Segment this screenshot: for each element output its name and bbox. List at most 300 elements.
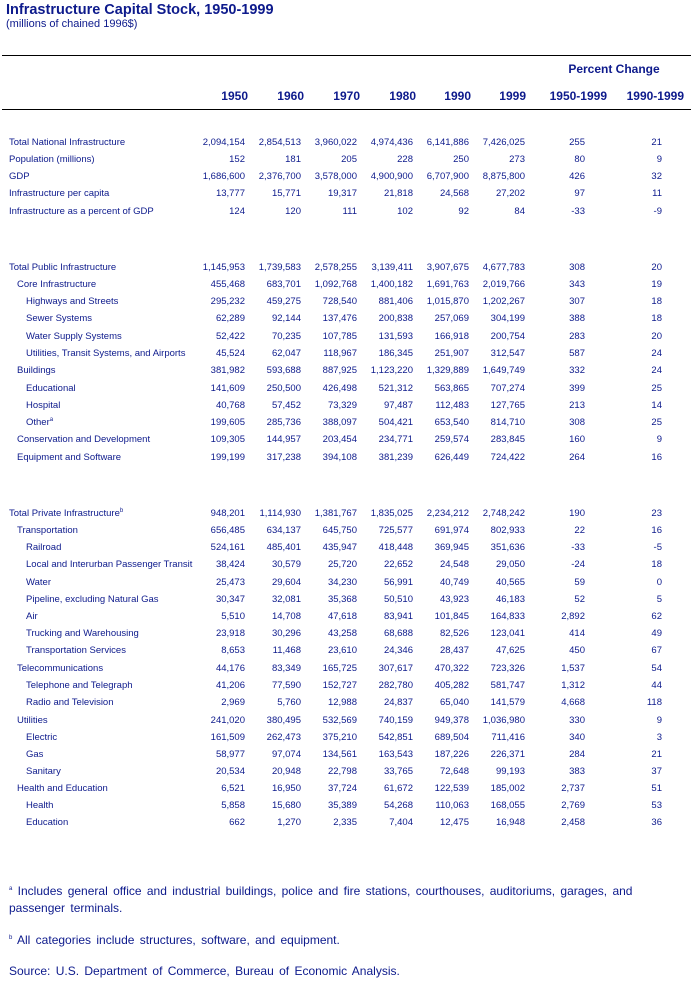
cell-pct-1950-1999: 587 [569, 348, 585, 359]
table-row [0, 542, 691, 559]
cell-pct-1950-1999: 340 [569, 732, 585, 743]
table-row [0, 611, 691, 628]
cell-1960: 459,275 [266, 296, 301, 307]
cell-pct-1950-1999: 190 [569, 508, 585, 519]
cell-1970: 37,724 [327, 783, 357, 794]
cell-1950: 2,094,154 [202, 137, 245, 148]
cell-1950: 1,145,953 [202, 262, 245, 273]
cell-1970: 111 [342, 206, 357, 217]
cell-1970: 137,476 [322, 313, 357, 324]
row-label-text: Telephone and Telegraph [26, 680, 133, 691]
cell-1990: 259,574 [434, 434, 469, 445]
column-header-1950-1999: 1950-1999 [549, 89, 607, 103]
cell-pct-1990-1999: 53 [651, 800, 662, 811]
cell-1999: 4,677,783 [482, 262, 525, 273]
cell-1999: 40,565 [495, 577, 525, 588]
cell-1970: 47,618 [327, 611, 357, 622]
cell-1970: 35,389 [327, 800, 357, 811]
cell-1980: 228 [397, 154, 413, 165]
cell-pct-1950-1999: 4,668 [561, 697, 585, 708]
cell-pct-1990-1999: 9 [656, 715, 662, 726]
cell-pct-1990-1999: 18 [651, 559, 662, 570]
cell-1990: 187,226 [434, 749, 469, 760]
cell-pct-1950-1999: 97 [574, 188, 585, 199]
cell-1970: 2,335 [333, 817, 357, 828]
cell-pct-1950-1999: 307 [569, 296, 585, 307]
column-header-1990-1999: 1990-1999 [626, 89, 684, 103]
cell-pct-1950-1999: 160 [569, 434, 585, 445]
cell-1960: 62,047 [271, 348, 301, 359]
cell-pct-1990-1999: 9 [656, 434, 662, 445]
row-label [17, 663, 103, 674]
table-row [0, 331, 691, 348]
table-row [0, 697, 691, 714]
cell-1980: 7,404 [389, 817, 413, 828]
row-label [26, 577, 51, 588]
cell-1950: 199,199 [210, 452, 245, 463]
row-label-text: Total National Infrastructure [9, 137, 126, 148]
cell-1999: 814,710 [490, 417, 525, 428]
cell-pct-1990-1999: 18 [651, 313, 662, 324]
cell-pct-1990-1999: 16 [651, 525, 662, 536]
cell-1999: 99,193 [495, 766, 525, 777]
cell-1999: 141,579 [490, 697, 525, 708]
cell-1970: 35,368 [327, 594, 357, 605]
cell-1970: 435,947 [322, 542, 357, 553]
row-label-text: Pipeline, excluding Natural Gas [26, 594, 159, 605]
row-label [26, 348, 185, 359]
cell-1980: 4,900,900 [370, 171, 413, 182]
cell-1999: 123,041 [490, 628, 525, 639]
table-row [0, 749, 691, 766]
cell-1980: 542,851 [378, 732, 413, 743]
cell-1960: 144,957 [266, 434, 301, 445]
column-header-1950: 1950 [221, 89, 248, 103]
cell-1999: 2,019,766 [482, 279, 525, 290]
column-header-1999: 1999 [499, 89, 526, 103]
cell-1950: 20,534 [215, 766, 245, 777]
table-row [0, 452, 691, 469]
cell-1990: 28,437 [439, 645, 469, 656]
row-label-text: Transportation Services [26, 645, 126, 656]
cell-1980: 61,672 [383, 783, 413, 794]
row-label [9, 206, 154, 217]
cell-pct-1990-1999: 5 [656, 594, 662, 605]
table-row [0, 206, 691, 223]
cell-1960: 317,238 [266, 452, 301, 463]
row-label-text: Sewer Systems [26, 313, 92, 324]
cell-1960: 593,688 [266, 365, 301, 376]
cell-pct-1990-1999: 19 [651, 279, 662, 290]
cell-1960: 92,144 [271, 313, 301, 324]
cell-pct-1950-1999: 2,458 [561, 817, 585, 828]
row-label-text: Total Public Infrastructure [9, 262, 117, 273]
table-row [0, 508, 691, 525]
cell-1970: 887,925 [322, 365, 357, 376]
cell-1960: 262,473 [266, 732, 301, 743]
cell-pct-1990-1999: 20 [651, 331, 662, 342]
cell-1980: 22,652 [383, 559, 413, 570]
cell-1950: 8,653 [221, 645, 245, 656]
table-row [0, 188, 691, 205]
cell-1950: 656,485 [210, 525, 245, 536]
cell-1970: 152,727 [322, 680, 357, 691]
cell-1970: 645,750 [322, 525, 357, 536]
cell-1980: 418,448 [378, 542, 413, 553]
page-title: Infrastructure Capital Stock, 1950-1999 [6, 2, 274, 18]
cell-1970: 23,610 [327, 645, 357, 656]
row-label-text: Buildings [17, 365, 56, 376]
cell-pct-1950-1999: -33 [571, 206, 585, 217]
cell-pct-1990-1999: 36 [651, 817, 662, 828]
cell-1960: 285,736 [266, 417, 301, 428]
cell-1999: 581,747 [490, 680, 525, 691]
cell-1980: 881,406 [378, 296, 413, 307]
cell-1960: 32,081 [271, 594, 301, 605]
cell-pct-1990-1999: 62 [651, 611, 662, 622]
cell-pct-1990-1999: 25 [651, 383, 662, 394]
column-header-1960: 1960 [277, 89, 304, 103]
cell-1970: 118,967 [323, 348, 357, 359]
cell-1980: 504,421 [378, 417, 413, 428]
cell-1950: 5,510 [221, 611, 245, 622]
row-label [26, 417, 53, 428]
cell-1970: 1,092,768 [314, 279, 357, 290]
row-label [26, 680, 133, 691]
cell-1960: 77,590 [271, 680, 301, 691]
cell-pct-1990-1999: 20 [651, 262, 662, 273]
row-label-text: Water Supply Systems [26, 331, 122, 342]
cell-1999: 47,625 [495, 645, 525, 656]
row-label-text: Population (millions) [9, 154, 95, 165]
row-label-text: Infrastructure as a percent of GDP [9, 206, 154, 217]
cell-1990: 1,329,889 [426, 365, 469, 376]
cell-1999: 29,050 [495, 559, 525, 570]
row-label-text: Total Private Infrastructure [9, 508, 120, 519]
cell-1980: 83,941 [383, 611, 413, 622]
row-label [26, 817, 68, 828]
cell-1999: 46,183 [495, 594, 525, 605]
table-row [0, 296, 691, 313]
cell-1999: 16,948 [495, 817, 525, 828]
cell-1990: 110,063 [435, 800, 469, 811]
cell-1950: 62,289 [215, 313, 245, 324]
cell-1999: 226,371 [490, 749, 525, 760]
cell-pct-1990-1999: 9 [656, 154, 662, 165]
cell-pct-1990-1999: 24 [651, 348, 662, 359]
cell-1990: 1,015,870 [426, 296, 469, 307]
cell-pct-1990-1999: 118 [646, 697, 662, 708]
row-label [26, 697, 114, 708]
table-row [0, 313, 691, 330]
cell-1980: 521,312 [378, 383, 413, 394]
row-label-text: Health [26, 800, 54, 811]
row-label-text: Equipment and Software [17, 452, 122, 463]
footnote-a-marker: a [9, 886, 13, 892]
cell-1999: 164,833 [490, 611, 525, 622]
cell-1980: 200,838 [378, 313, 413, 324]
table-row [0, 154, 691, 171]
cell-1990: 112,483 [435, 400, 469, 411]
row-label [9, 171, 30, 182]
cell-pct-1990-1999: 44 [651, 680, 662, 691]
cell-1990: 101,845 [434, 611, 469, 622]
row-label [17, 434, 150, 445]
cell-1990: 1,691,763 [426, 279, 469, 290]
cell-1999: 7,426,025 [482, 137, 525, 148]
row-label [26, 749, 43, 760]
row-label [26, 296, 118, 307]
cell-pct-1990-1999: 49 [651, 628, 662, 639]
cell-pct-1990-1999: -9 [653, 206, 662, 217]
table-row [0, 417, 691, 434]
cell-pct-1950-1999: 426 [569, 171, 585, 182]
footnote-b [9, 932, 340, 949]
cell-1960: 485,401 [266, 542, 301, 553]
cell-1950: 152 [229, 154, 245, 165]
cell-1990: 691,974 [434, 525, 469, 536]
row-label [9, 154, 95, 165]
cell-pct-1990-1999: 51 [651, 783, 662, 794]
cell-1970: 3,578,000 [314, 171, 357, 182]
cell-1960: 5,760 [277, 697, 301, 708]
row-label-text: Trucking and Warehousing [26, 628, 139, 639]
cell-1990: 689,504 [434, 732, 469, 743]
cell-1990: 3,907,675 [426, 262, 469, 273]
row-label [17, 365, 56, 376]
cell-1990: 82,526 [439, 628, 469, 639]
cell-1970: 388,097 [322, 417, 357, 428]
cell-1990: 12,475 [439, 817, 469, 828]
cell-pct-1990-1999: 21 [651, 749, 662, 760]
cell-pct-1990-1999: -5 [653, 542, 662, 553]
cell-1980: 381,239 [378, 452, 413, 463]
row-label [26, 800, 53, 811]
column-header-1980: 1980 [389, 89, 416, 103]
cell-1970: 25,720 [327, 559, 357, 570]
cell-pct-1950-1999: 308 [569, 417, 585, 428]
row-label [9, 508, 123, 519]
row-label [17, 783, 108, 794]
cell-1990: 24,548 [439, 559, 469, 570]
cell-1990: 563,865 [434, 383, 469, 394]
cell-1990: 24,568 [439, 188, 469, 199]
source-note: Source: U.S. Department of Commerce, Bureau of Economic Analysis. [9, 964, 400, 978]
cell-1950: 23,918 [215, 628, 245, 639]
row-label-text: Utilities [17, 715, 48, 726]
page-subtitle: (millions of chained 1996$) [6, 18, 138, 30]
row-label [17, 279, 96, 290]
cell-1950: 40,768 [215, 400, 245, 411]
cell-1980: 4,974,436 [370, 137, 413, 148]
table-row [0, 594, 691, 611]
row-label-text: Health and Education [17, 783, 108, 794]
cell-1980: 740,159 [378, 715, 413, 726]
header-rule [2, 109, 691, 110]
cell-pct-1990-1999: 37 [651, 766, 662, 777]
footnote-b-text: All categories include structures, software, and equipment. [12, 933, 340, 947]
cell-1950: 6,521 [221, 783, 245, 794]
cell-pct-1950-1999: 1,312 [561, 680, 585, 691]
cell-pct-1950-1999: 22 [574, 525, 585, 536]
cell-1990: 122,539 [434, 783, 469, 794]
row-label [17, 525, 78, 536]
cell-1990: 251,907 [434, 348, 469, 359]
top-rule [2, 55, 691, 56]
cell-1960: 634,137 [266, 525, 301, 536]
cell-1950: 5,858 [221, 800, 245, 811]
cell-1980: 21,818 [383, 188, 413, 199]
cell-1990: 40,749 [439, 577, 469, 588]
cell-pct-1950-1999: 284 [569, 749, 585, 760]
cell-1960: 250,500 [266, 383, 301, 394]
cell-pct-1990-1999: 0 [656, 577, 662, 588]
cell-1999: 27,202 [495, 188, 525, 199]
cell-pct-1950-1999: 332 [569, 365, 585, 376]
cell-pct-1950-1999: -33 [571, 542, 585, 553]
cell-1999: 711,416 [491, 732, 525, 743]
cell-1970: 12,988 [327, 697, 357, 708]
row-label [17, 715, 48, 726]
cell-1960: 70,235 [271, 331, 301, 342]
cell-pct-1950-1999: 2,892 [561, 611, 585, 622]
cell-1970: 375,210 [322, 732, 357, 743]
cell-1970: 205 [341, 154, 357, 165]
cell-pct-1950-1999: 343 [569, 279, 585, 290]
cell-1950: 124 [229, 206, 245, 217]
cell-1950: 381,982 [210, 365, 245, 376]
cell-1990: 470,322 [434, 663, 469, 674]
cell-1950: 295,232 [210, 296, 245, 307]
cell-1960: 30,296 [271, 628, 301, 639]
cell-pct-1950-1999: 80 [574, 154, 585, 165]
row-label [17, 452, 121, 463]
cell-1980: 234,771 [378, 434, 413, 445]
cell-1999: 2,748,242 [482, 508, 525, 519]
cell-1990: 653,540 [434, 417, 469, 428]
table-row [0, 577, 691, 594]
cell-pct-1990-1999: 14 [651, 400, 662, 411]
cell-1970: 34,230 [327, 577, 357, 588]
cell-1990: 6,141,886 [426, 137, 469, 148]
cell-1950: 1,686,600 [202, 171, 245, 182]
table-row [0, 715, 691, 732]
cell-pct-1990-1999: 25 [651, 417, 662, 428]
row-label [26, 611, 38, 622]
table-row [0, 663, 691, 680]
cell-1980: 97,487 [383, 400, 413, 411]
table-row [0, 645, 691, 662]
row-label-text: Core Infrastructure [17, 279, 97, 290]
cell-1960: 1,739,583 [258, 262, 301, 273]
row-label-text: Transportation [17, 525, 78, 536]
cell-1970: 107,785 [322, 331, 357, 342]
cell-1999: 283,845 [490, 434, 525, 445]
cell-pct-1950-1999: 213 [569, 400, 585, 411]
cell-1999: 8,875,800 [482, 171, 525, 182]
row-label [26, 732, 57, 743]
cell-1960: 683,701 [266, 279, 301, 290]
row-label [26, 628, 139, 639]
cell-1950: 30,347 [215, 594, 245, 605]
table-row [0, 279, 691, 296]
cell-1999: 802,933 [490, 525, 525, 536]
cell-1990: 65,040 [439, 697, 469, 708]
cell-1999: 1,649,749 [482, 365, 525, 376]
cell-pct-1990-1999: 32 [651, 171, 662, 182]
cell-1999: 723,326 [490, 663, 525, 674]
cell-1970: 532,569 [322, 715, 357, 726]
table-row [0, 783, 691, 800]
row-label [9, 262, 116, 273]
cell-1980: 54,268 [383, 800, 413, 811]
cell-1970: 165,725 [322, 663, 357, 674]
cell-1980: 282,780 [378, 680, 413, 691]
cell-pct-1990-1999: 21 [651, 137, 662, 148]
row-label-text: Telecommunications [17, 663, 104, 674]
cell-1999: 168,055 [490, 800, 525, 811]
table-row [0, 365, 691, 382]
cell-1980: 307,617 [378, 663, 413, 674]
cell-pct-1950-1999: 388 [569, 313, 585, 324]
footnote-a [9, 883, 679, 917]
cell-1980: 163,543 [378, 749, 413, 760]
cell-1999: 707,274 [490, 383, 525, 394]
cell-pct-1950-1999: 330 [569, 715, 585, 726]
cell-pct-1950-1999: -24 [571, 559, 585, 570]
row-label-text: Educational [26, 383, 76, 394]
cell-1960: 14,708 [271, 611, 301, 622]
cell-1990: 166,918 [434, 331, 469, 342]
cell-pct-1950-1999: 264 [569, 452, 585, 463]
cell-1960: 83,349 [271, 663, 301, 674]
row-label-text: Infrastructure per capita [9, 188, 110, 199]
cell-1980: 186,345 [378, 348, 413, 359]
row-label-text: Sanitary [26, 766, 61, 777]
cell-1980: 24,837 [383, 697, 413, 708]
cell-pct-1990-1999: 11 [652, 188, 662, 199]
cell-1999: 351,636 [490, 542, 525, 553]
cell-pct-1950-1999: 308 [569, 262, 585, 273]
table-row [0, 766, 691, 783]
cell-1980: 1,835,025 [370, 508, 413, 519]
table-row [0, 262, 691, 279]
cell-pct-1950-1999: 283 [569, 331, 585, 342]
cell-1970: 43,258 [327, 628, 357, 639]
cell-1990: 92 [458, 206, 469, 217]
cell-1999: 1,202,267 [482, 296, 525, 307]
cell-1999: 127,765 [490, 400, 525, 411]
cell-pct-1990-1999: 67 [651, 645, 662, 656]
cell-1999: 304,199 [490, 313, 525, 324]
row-label [26, 594, 159, 605]
cell-pct-1950-1999: 2,737 [561, 783, 585, 794]
row-label [26, 383, 76, 394]
cell-pct-1950-1999: 399 [569, 383, 585, 394]
cell-pct-1990-1999: 54 [651, 663, 662, 674]
cell-1999: 1,036,980 [482, 715, 525, 726]
row-label [26, 313, 92, 324]
cell-1970: 3,960,022 [314, 137, 357, 148]
cell-1980: 24,346 [383, 645, 413, 656]
cell-1950: 524,161 [210, 542, 245, 553]
cell-1990: 949,378 [434, 715, 469, 726]
cell-pct-1990-1999: 3 [656, 732, 662, 743]
row-label-text: Highways and Streets [26, 296, 119, 307]
footnote-a-text: Includes general office and industrial buildings, police and fire stations, courthouses, auditoriums, garages, and passenger terminals. [9, 884, 633, 915]
cell-1970: 2,578,255 [314, 262, 357, 273]
row-label [26, 559, 192, 570]
